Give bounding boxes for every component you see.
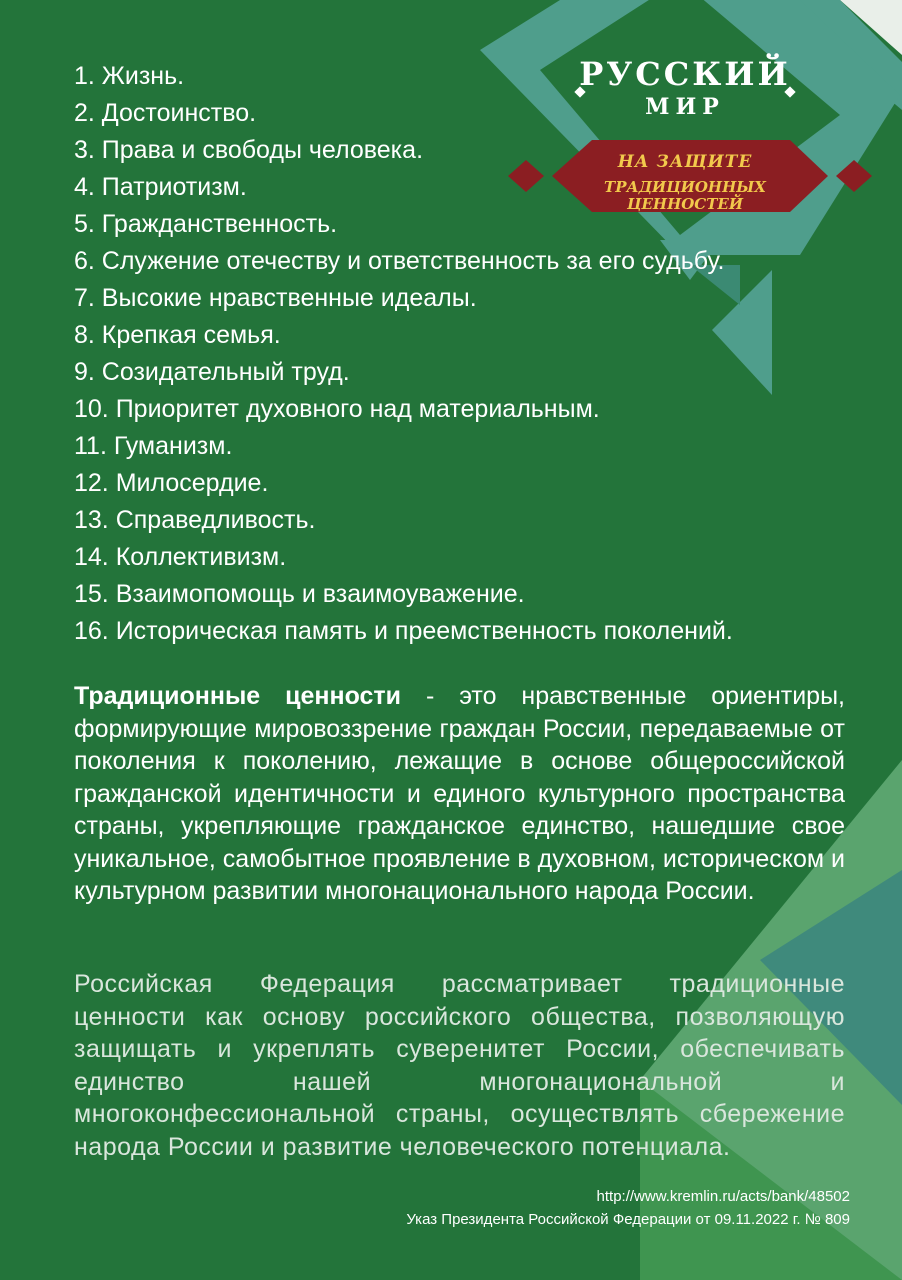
definition-term: Традиционные ценности [74, 682, 402, 710]
value-item: 11. Гуманизм. [74, 432, 233, 460]
value-item: 12. Милосердие. [74, 469, 269, 497]
value-item: 2. Достоинство. [74, 99, 257, 127]
value-item: 15. Взаимопомощь и взаимоуважение. [74, 580, 525, 608]
value-item: 8. Крепкая семья. [74, 321, 281, 349]
logo-title-line1: РУССКИЙ [579, 55, 791, 93]
banner-line2: ТРАДИЦИОННЫХ ЦЕННОСТЕЙ [604, 178, 766, 214]
value-item: 7. Высокие нравственные идеалы. [74, 284, 477, 312]
federation-paragraph: Российская Федерация рассматривает традиционные ценности как основу российского общества, позволяющую защищать и укреплять суверенитет России, обеспечивать единство нашей многонациональной и многоконфессиональной страны, осуществлять сбережение народа России и развитие человеческого потенциала. [74, 970, 845, 1161]
decree-reference: Указ Президента Российской Федерации от 09.11.2022 г. № 809 [406, 1211, 850, 1228]
definition-paragraph [74, 680, 845, 908]
traditional-values-list [74, 58, 733, 650]
value-item: 5. Гражданственность. [74, 210, 338, 238]
value-item: 16. Историческая память и преемственность поколений. [74, 617, 733, 645]
value-item: 10. Приоритет духовного над материальным. [74, 395, 600, 423]
value-item: 3. Права и свободы человека. [74, 136, 424, 164]
value-item: 1. Жизнь. [74, 62, 185, 90]
value-item: 14. Коллективизм. [74, 543, 287, 571]
source-link[interactable]: http://www.kremlin.ru/acts/bank/48502 [596, 1188, 850, 1205]
logo-title-line2: МИР [645, 94, 725, 120]
value-item: 13. Справедливость. [74, 506, 316, 534]
banner-line1: НА ЗАЩИТЕ [617, 152, 753, 172]
value-item: 9. Созидательный труд. [74, 358, 350, 386]
definition-text: - это нравственные ориентиры, формирующие мировоззрение граждан России, передаваемые от поколения к поколению, лежащие в основе общероссийской гражданской идентичности и единого культурного пространства страны, укрепляющие гражданское единство, нашедшие свое уникальное, самобытное проявление в духовном, историческом и культурном развитии многонационального народа России. [74, 682, 845, 905]
value-item: 4. Патриотизм. [74, 173, 247, 201]
value-item: 6. Служение отечеству и ответственность за его судьбу. [74, 247, 725, 275]
